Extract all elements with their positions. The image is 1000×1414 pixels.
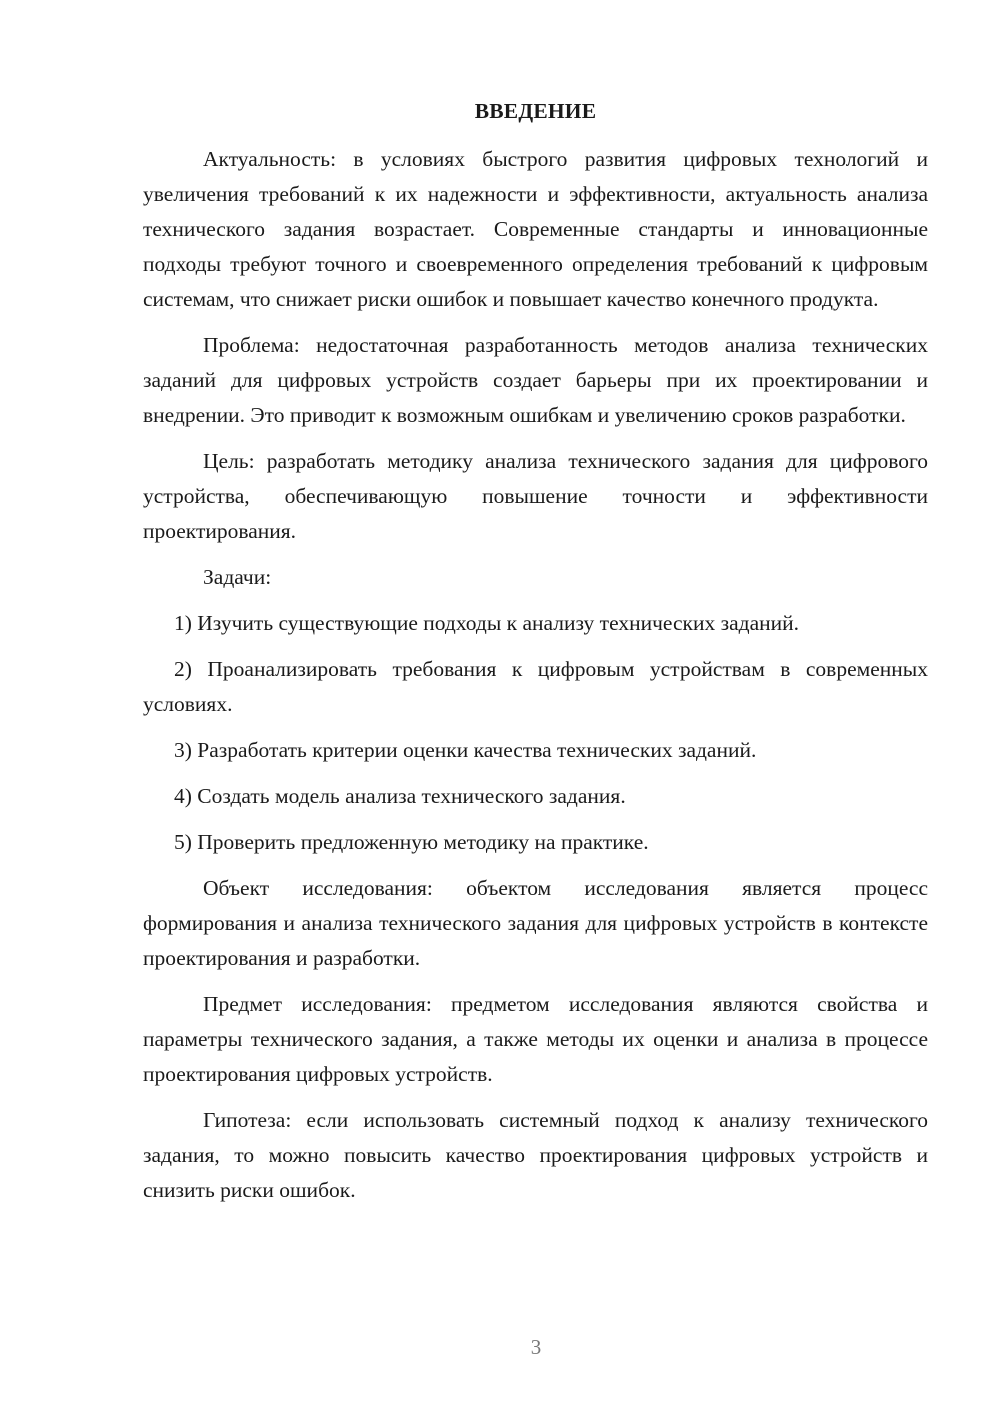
task-item-3: 3) Разработать критерии оценки качества технических заданий. [174, 738, 757, 762]
task-item-5: 5) Проверить предложенную методику на практике. [174, 830, 649, 854]
task-item-1: 1) Изучить существующие подходы к анализу технических заданий. [174, 611, 800, 635]
relevance-paragraph: Актуальность: в условиях быстрого развития цифровых технологий и увеличения требований к их надежности и эффективности, актуальность анализа технического задания возрастает. Современные стандарты и инновационные подходы требуют точного и своевременного определения требований к цифровым системам, что снижает риски ошибок и повышает качество конечного продукта. [143, 147, 928, 311]
subject-paragraph: Предмет исследования: предметом исследования являются свойства и параметры технического задания, а также методы их оценки и анализа в процессе проектирования цифровых устройств. [143, 992, 928, 1086]
task-item-2: 2) Проанализировать требования к цифровым устройствам в современных условиях. [143, 657, 928, 716]
page-number: 3 [530, 1335, 542, 1359]
page-title: ВВЕДЕНИЕ [474, 99, 597, 123]
page-content [143, 96, 928, 1219]
goal-paragraph: Цель: разработать методику анализа технического задания для цифрового устройства, обеспечивающую повышение точности и эффективности проектирования. [143, 449, 928, 543]
tasks-title: Задачи: [203, 565, 272, 589]
object-paragraph: Объект исследования: объектом исследования является процесс формирования и анализа технического задания для цифровых устройств в контексте проектирования и разработки. [143, 876, 928, 970]
problem-paragraph: Проблема: недостаточная разработанность методов анализа технических заданий для цифровых устройств создает барьеры при их проектировании и внедрении. Это приводит к возможным ошибкам и увеличению сроков разработки. [143, 333, 928, 427]
task-item-4: 4) Создать модель анализа технического задания. [174, 784, 626, 808]
hypothesis-paragraph: Гипотеза: если использовать системный подход к анализу технического задания, то можно повысить качество проектирования цифровых устройств и снизить риски ошибок. [143, 1108, 928, 1202]
